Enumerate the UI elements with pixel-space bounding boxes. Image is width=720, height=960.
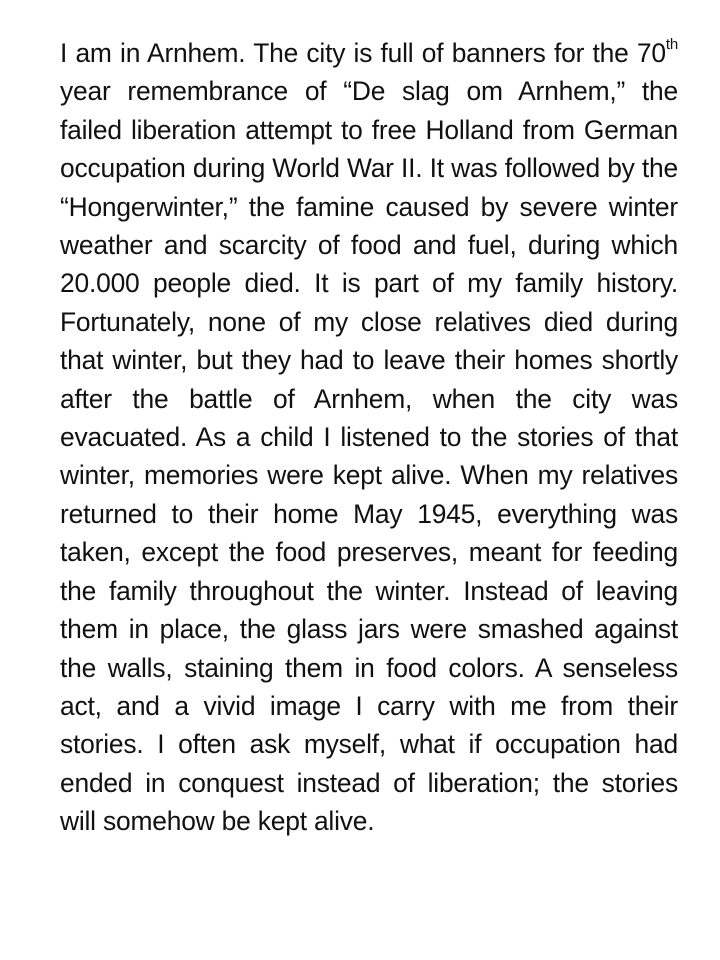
paragraph-text-part1: I am in Arnhem. The city is full of banners for the 70 xyxy=(60,38,666,68)
ordinal-superscript: th xyxy=(665,36,678,54)
paragraph-text-part2: year remembrance of “De slag om Arnhem,” the failed liberation attempt to free Holland from German occupation during World War II. It was followed by the “Hongerwinter,” the famine caused by severe winter weather and scarcity of food and fuel, during which 20.000 people died. It is part of my family history. Fortunately, none of my close relatives died during that winter, but they had to leave their homes shortly after the battle of Arnhem, when the city was evacuated. As a child I listened to the stories of that winter, memories were kept alive. When my relatives returned to their home May 1945, everything was taken, except the food preserves, meant for feeding the family throughout the winter. Instead of leaving them in place, the glass jars were smashed against the walls, staining them in food colors. A senseless act, and a vivid image I carry with me from their stories. I often ask myself, what if occupation had ended in conquest instead of liberation; the stories will somehow be kept alive. xyxy=(60,76,678,837)
document-page xyxy=(60,34,678,841)
body-paragraph xyxy=(60,34,678,841)
